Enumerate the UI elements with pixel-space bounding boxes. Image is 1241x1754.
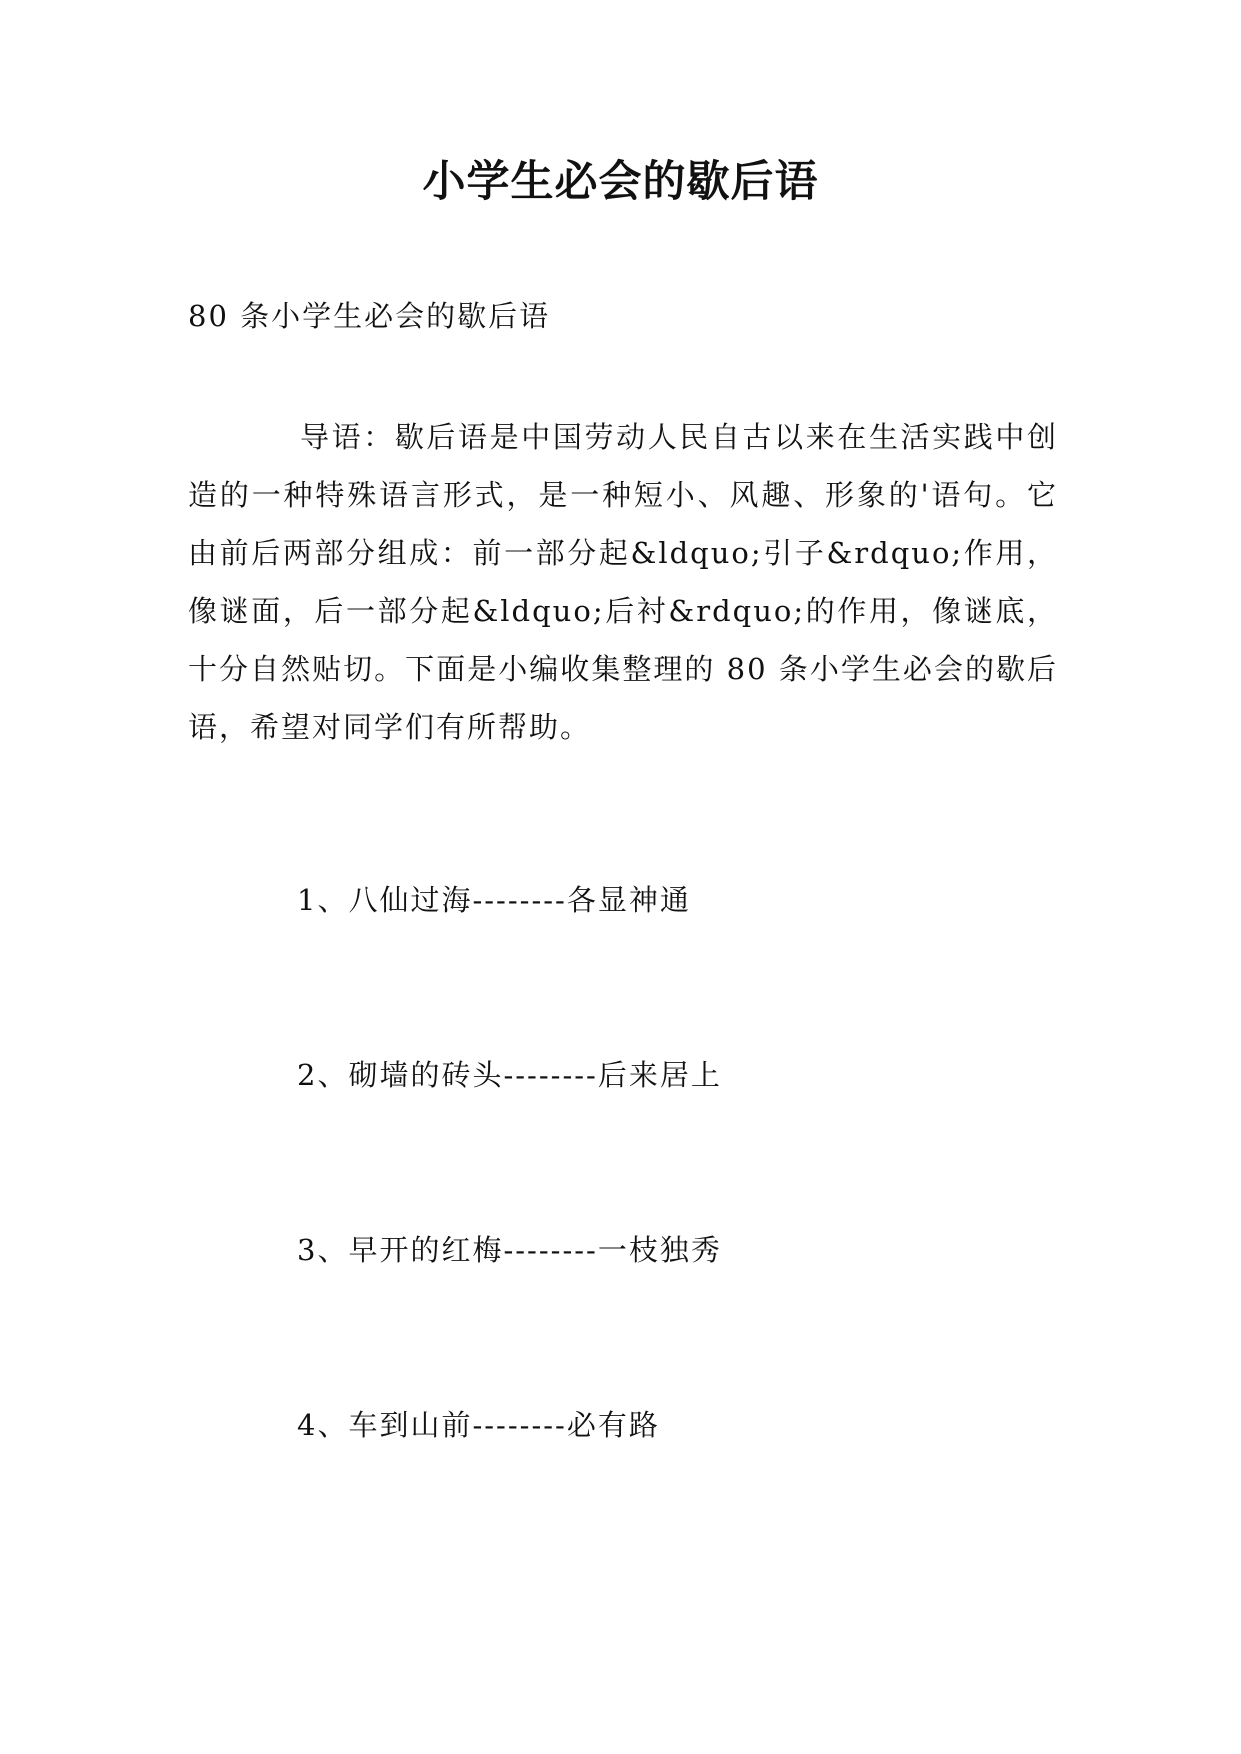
list-item: 3、早开的红梅--------一枝独秀 [297,1233,722,1267]
list-item: 2、砌墙的砖头--------后来居上 [297,1058,722,1092]
intro-paragraph: 导语：歇后语是中国劳动人民自古以来在生活实践中创造的一种特殊语言形式，是一种短小、风趣、形象的'语句。它由前后两部分组成：前一部分起&ldquo;引子&rdquo;作用，像谜面，后一部分起&ldquo;后衬&rdquo;的作用，像谜底，十分自然贴切。下面是小编收集整理的 80 条小学生必会的歇后语，希望对同学们有所帮助。 [188,420,1058,744]
document-title: 小学生必会的歇后语 [422,157,819,207]
document-subtitle: 80 条小学生必会的歇后语 [188,299,551,333]
list-item: 1、八仙过海--------各显神通 [297,883,691,917]
list-item: 4、车到山前--------必有路 [297,1408,660,1442]
